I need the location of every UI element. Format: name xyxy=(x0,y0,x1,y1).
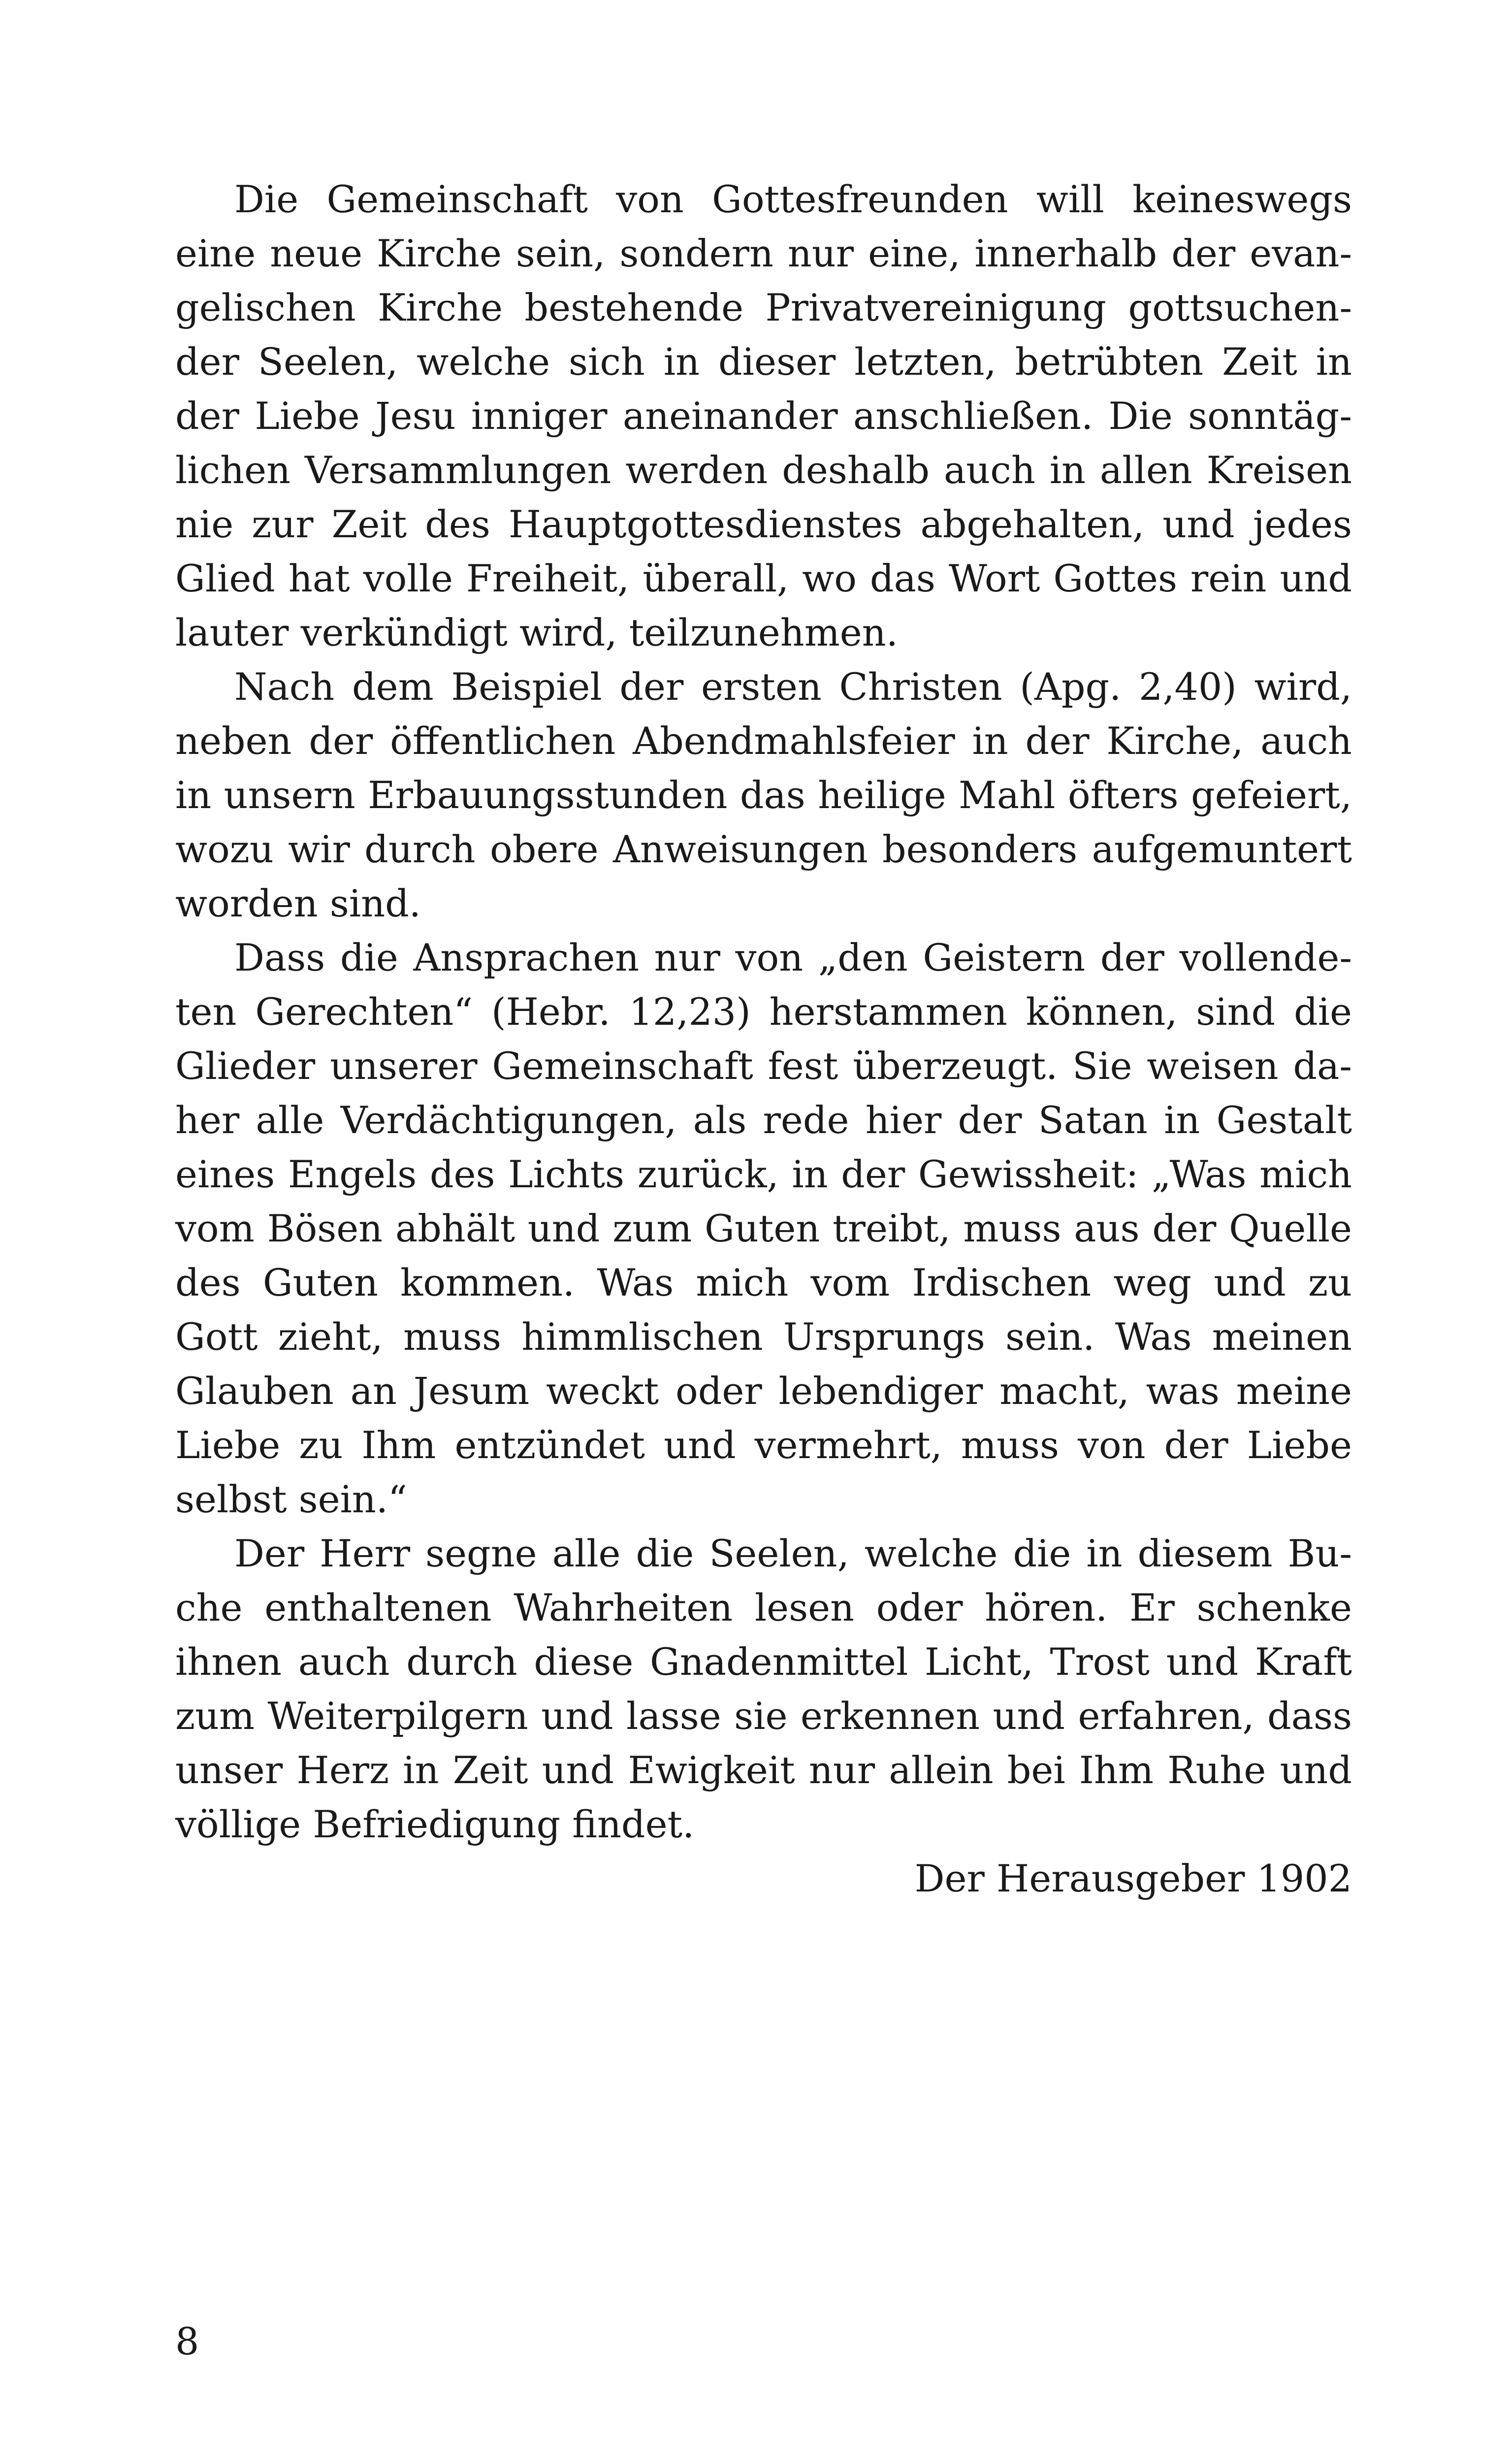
text-line: lauter verkündigt wird, teilzunehmen. xyxy=(175,611,898,654)
text-line: neben der öffentlichen Abendmahlsfeier in der Kirche, auch xyxy=(175,719,1352,763)
text-line: nie zur Zeit des Hauptgottesdienstes abgehalten, und jedes xyxy=(175,502,1352,546)
text-line: gelischen Kirche bestehende Privatvereinigung gottsuchen- xyxy=(175,286,1352,329)
paragraph-2 xyxy=(175,660,1352,931)
text-line: Glauben an Jesum weckt oder lebendiger macht, was meine xyxy=(175,1369,1352,1413)
text-line: in unsern Erbauungsstunden das heilige Mahl öfters gefeiert, xyxy=(175,773,1352,817)
text-line: Glieder unserer Gemeinschaft fest überzeugt. Sie weisen da- xyxy=(175,1044,1352,1088)
signature: Der Herausgeber 1902 xyxy=(914,1857,1352,1900)
text-line: wozu wir durch obere Anweisungen besonders aufgemuntert xyxy=(175,827,1352,871)
text-line: Der Herr segne alle die Seelen, welche die in diesem Bu- xyxy=(234,1531,1352,1575)
text-line: Die Gemeinschaft von Gottesfreunden will keineswegs xyxy=(234,177,1352,221)
text-line: eines Engels des Lichts zurück, in der Gewissheit: „Was mich xyxy=(175,1152,1352,1196)
text-line: Dass die Ansprachen nur von „den Geistern der vollende- xyxy=(234,936,1352,979)
text-line: her alle Verdächtigungen, als rede hier der Satan in Gestalt xyxy=(175,1098,1352,1142)
text-line: Gott zieht, muss himmlischen Ursprungs sein. Was meinen xyxy=(175,1315,1352,1359)
text-line: ten Gerechten“ (Hebr. 12,23) herstammen können, sind die xyxy=(175,990,1352,1034)
text-line: der Liebe Jesu inniger aneinander anschließen. Die sonntäg- xyxy=(175,394,1352,438)
text-line: Glied hat volle Freiheit, überall, wo das Wort Gottes rein und xyxy=(175,556,1352,600)
body-text xyxy=(175,172,1352,1906)
text-line: ihnen auch durch diese Gnadenmittel Licht, Trost und Kraft xyxy=(175,1640,1352,1684)
text-line: lichen Versammlungen werden deshalb auch in allen Kreisen xyxy=(175,448,1352,492)
paragraph-4 xyxy=(175,1527,1352,1852)
page-number: 8 xyxy=(175,2319,199,2363)
text-line: selbst sein.“ xyxy=(175,1477,407,1521)
text-line: unser Herz in Zeit und Ewigkeit nur allein bei Ihm Ruhe und xyxy=(175,1748,1352,1792)
text-line: vom Bösen abhält und zum Guten treibt, muss aus der Quelle xyxy=(175,1206,1352,1250)
text-line: völlige Befriedigung findet. xyxy=(175,1802,695,1846)
text-line: che enthaltenen Wahrheiten lesen oder hören. Er schenke xyxy=(175,1586,1352,1629)
text-line: des Guten kommen. Was mich vom Irdischen weg und zu xyxy=(175,1261,1352,1304)
text-line: zum Weiterpilgern und lasse sie erkennen und erfahren, dass xyxy=(175,1694,1352,1738)
text-line: Liebe zu Ihm entzündet und vermehrt, muss von der Liebe xyxy=(175,1423,1352,1467)
text-line: worden sind. xyxy=(175,881,421,925)
text-line: Nach dem Beispiel der ersten Christen (Apg. 2,40) wird, xyxy=(234,665,1352,709)
paragraph-1 xyxy=(175,172,1352,660)
text-line: eine neue Kirche sein, sondern nur eine, innerhalb der evan- xyxy=(175,231,1352,275)
paragraph-3 xyxy=(175,931,1352,1527)
text-line: der Seelen, welche sich in dieser letzten, betrübten Zeit in xyxy=(175,340,1352,384)
